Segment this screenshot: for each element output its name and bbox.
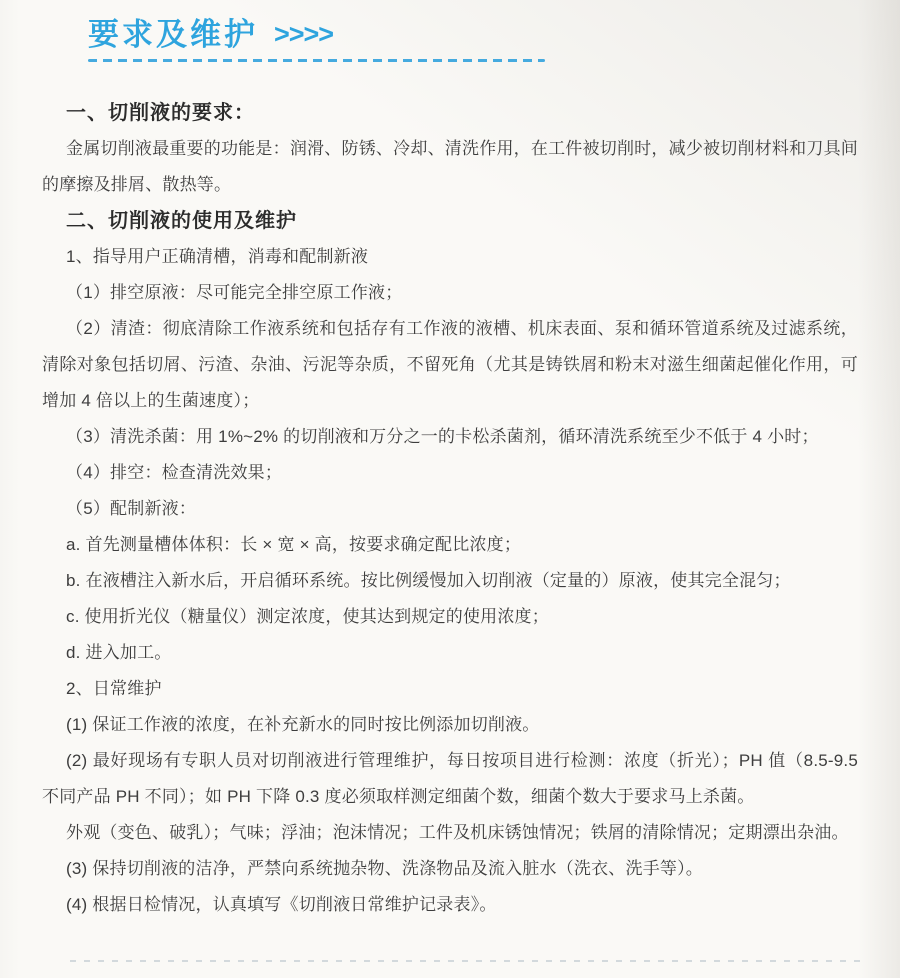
paragraph: 金属切削液最重要的功能是：润滑、防锈、冷却、清洗作用，在工件被切削时，减少被切削材料和刀具间的摩擦及排屑、散热等。 bbox=[42, 139, 858, 194]
paragraph: （3）清洗杀菌：用 1%~2% 的切削液和万分之一的卡松杀菌剂，循环清洗系统至少不低于 4 小时； bbox=[66, 427, 819, 446]
section-heading: 一、切削液的要求： bbox=[66, 102, 255, 124]
title-underline-dashes bbox=[88, 59, 545, 62]
paragraph: （4）排空：检查清洗效果； bbox=[66, 463, 283, 482]
paragraph: d. 进入加工。 bbox=[66, 643, 172, 662]
bottom-edge-dashes bbox=[70, 960, 860, 962]
paragraph: 外观（变色、破乳）；气味；浮油；泡沫情况；工件及机床锈蚀情况；铁屑的清除情况；定期漂出杂油。 bbox=[66, 823, 849, 842]
paragraph: （2）清渣：彻底清除工作液系统和包括存有工作液的液槽、机床表面、泵和循环管道系统及过滤系统，清除对象包括切屑、污渣、杂油、污泥等杂质，不留死角（尤其是铸铁屑和粉末对滋生细菌起催化作用，可增加 4 倍以上的生菌速度）； bbox=[42, 319, 858, 410]
paragraph: (4) 根据日检情况，认真填写《切削液日常维护记录表》。 bbox=[66, 895, 497, 914]
paragraph: (2) 最好现场有专职人员对切削液进行管理维护，每日按项目进行检测：浓度（折光）；PH 值（8.5-9.5 不同产品 PH 不同）；如 PH 下降 0.3 度必须取样测定细菌个数，细菌个数大于要求马上杀菌。 bbox=[42, 751, 858, 806]
paragraph: c. 使用折光仪（糖量仪）测定浓度，使其达到规定的使用浓度； bbox=[66, 607, 549, 626]
title-row bbox=[88, 14, 545, 56]
document-content bbox=[42, 95, 858, 923]
paragraph: 1、指导用户正确清槽，消毒和配制新液 bbox=[66, 247, 369, 266]
title-arrows-icon: >>>> bbox=[274, 19, 334, 49]
paragraph: （1）排空原液：尽可能完全排空原工作液； bbox=[66, 283, 403, 302]
paragraph: （5）配制新液： bbox=[66, 499, 197, 518]
page-header bbox=[88, 14, 545, 62]
paragraph: 2、日常维护 bbox=[66, 679, 162, 698]
page-title: 要求及维护 bbox=[88, 17, 258, 52]
paragraph: (3) 保持切削液的洁净，严禁向系统抛杂物、洗涤物品及流入脏水（洗衣、洗手等）。 bbox=[66, 859, 703, 878]
paragraph: b. 在液槽注入新水后，开启循环系统。按比例缓慢加入切削液（定量的）原液，使其完全混匀； bbox=[66, 571, 791, 590]
section-heading: 二、切削液的使用及维护 bbox=[66, 210, 297, 232]
paragraph: a. 首先测量槽体体积：长 × 宽 × 高，按要求确定配比浓度； bbox=[66, 535, 522, 554]
paragraph: (1) 保证工作液的浓度，在补充新水的同时按比例添加切削液。 bbox=[66, 715, 540, 734]
